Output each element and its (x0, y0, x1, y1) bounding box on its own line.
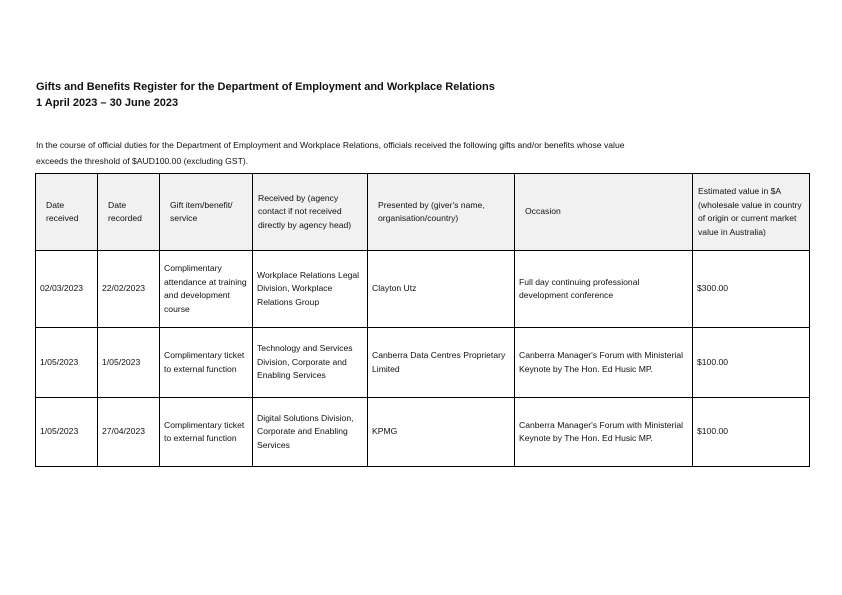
cell-value: $100.00 (693, 398, 810, 467)
intro-paragraph (36, 137, 796, 169)
column-header-date-recorded: Date recorded (98, 174, 160, 251)
column-header-occasion: Occasion (515, 174, 693, 251)
cell-presented-by: KPMG (368, 398, 515, 467)
cell-date-received: 1/05/2023 (36, 328, 98, 398)
reporting-period: 1 April 2023 – 30 June 2023 (36, 97, 179, 109)
cell-date-recorded: 22/02/2023 (98, 251, 160, 328)
cell-presented-by: Canberra Data Centres Proprietary Limited (368, 328, 515, 398)
table-body (36, 251, 810, 467)
cell-value: $100.00 (693, 328, 810, 398)
cell-presented-by: Clayton Utz (368, 251, 515, 328)
cell-gift: Complimentary ticket to external function (160, 328, 253, 398)
column-header-presented-by: Presented by (giver's name, organisation/country) (368, 174, 515, 251)
cell-date-received: 1/05/2023 (36, 398, 98, 467)
header-row (36, 174, 810, 251)
column-header-estimated-value: Estimated value in $A (wholesale value in country of origin or current market value in Australia) (693, 174, 810, 251)
cell-date-received: 02/03/2023 (36, 251, 98, 328)
column-header-received-by: Received by (agency contact if not received directly by agency head) (253, 174, 368, 251)
table-row (36, 328, 810, 398)
cell-occasion: Canberra Manager's Forum with Ministerial Keynote by The Hon. Ed Husic MP. (515, 328, 693, 398)
cell-value: $300.00 (693, 251, 810, 328)
cell-date-recorded: 27/04/2023 (98, 398, 160, 467)
cell-gift: Complimentary ticket to external function (160, 398, 253, 467)
cell-received-by: Workplace Relations Legal Division, Workplace Relations Group (253, 251, 368, 328)
column-header-date-received: Date received (36, 174, 98, 251)
cell-date-recorded: 1/05/2023 (98, 328, 160, 398)
column-header-gift: Gift item/benefit/ service (160, 174, 253, 251)
gifts-register-table (35, 173, 810, 467)
intro-line-1: In the course of official duties for the Department of Employment and Workplace Relations, officials received the following gifts and/or benefits whose value (36, 140, 625, 150)
cell-occasion: Full day continuing professional development conference (515, 251, 693, 328)
table-row (36, 398, 810, 467)
intro-line-2: exceeds the threshold of $AUD100.00 (excluding GST). (36, 156, 249, 166)
table-header (36, 174, 810, 251)
cell-received-by: Technology and Services Division, Corporate and Enabling Services (253, 328, 368, 398)
cell-received-by: Digital Solutions Division, Corporate and Enabling Services (253, 398, 368, 467)
cell-gift: Complimentary attendance at training and development course (160, 251, 253, 328)
page-title: Gifts and Benefits Register for the Department of Employment and Workplace Relations (36, 81, 495, 93)
register-title-block (36, 79, 736, 111)
cell-occasion: Canberra Manager's Forum with Ministerial Keynote by The Hon. Ed Husic MP. (515, 398, 693, 467)
table-row (36, 251, 810, 328)
